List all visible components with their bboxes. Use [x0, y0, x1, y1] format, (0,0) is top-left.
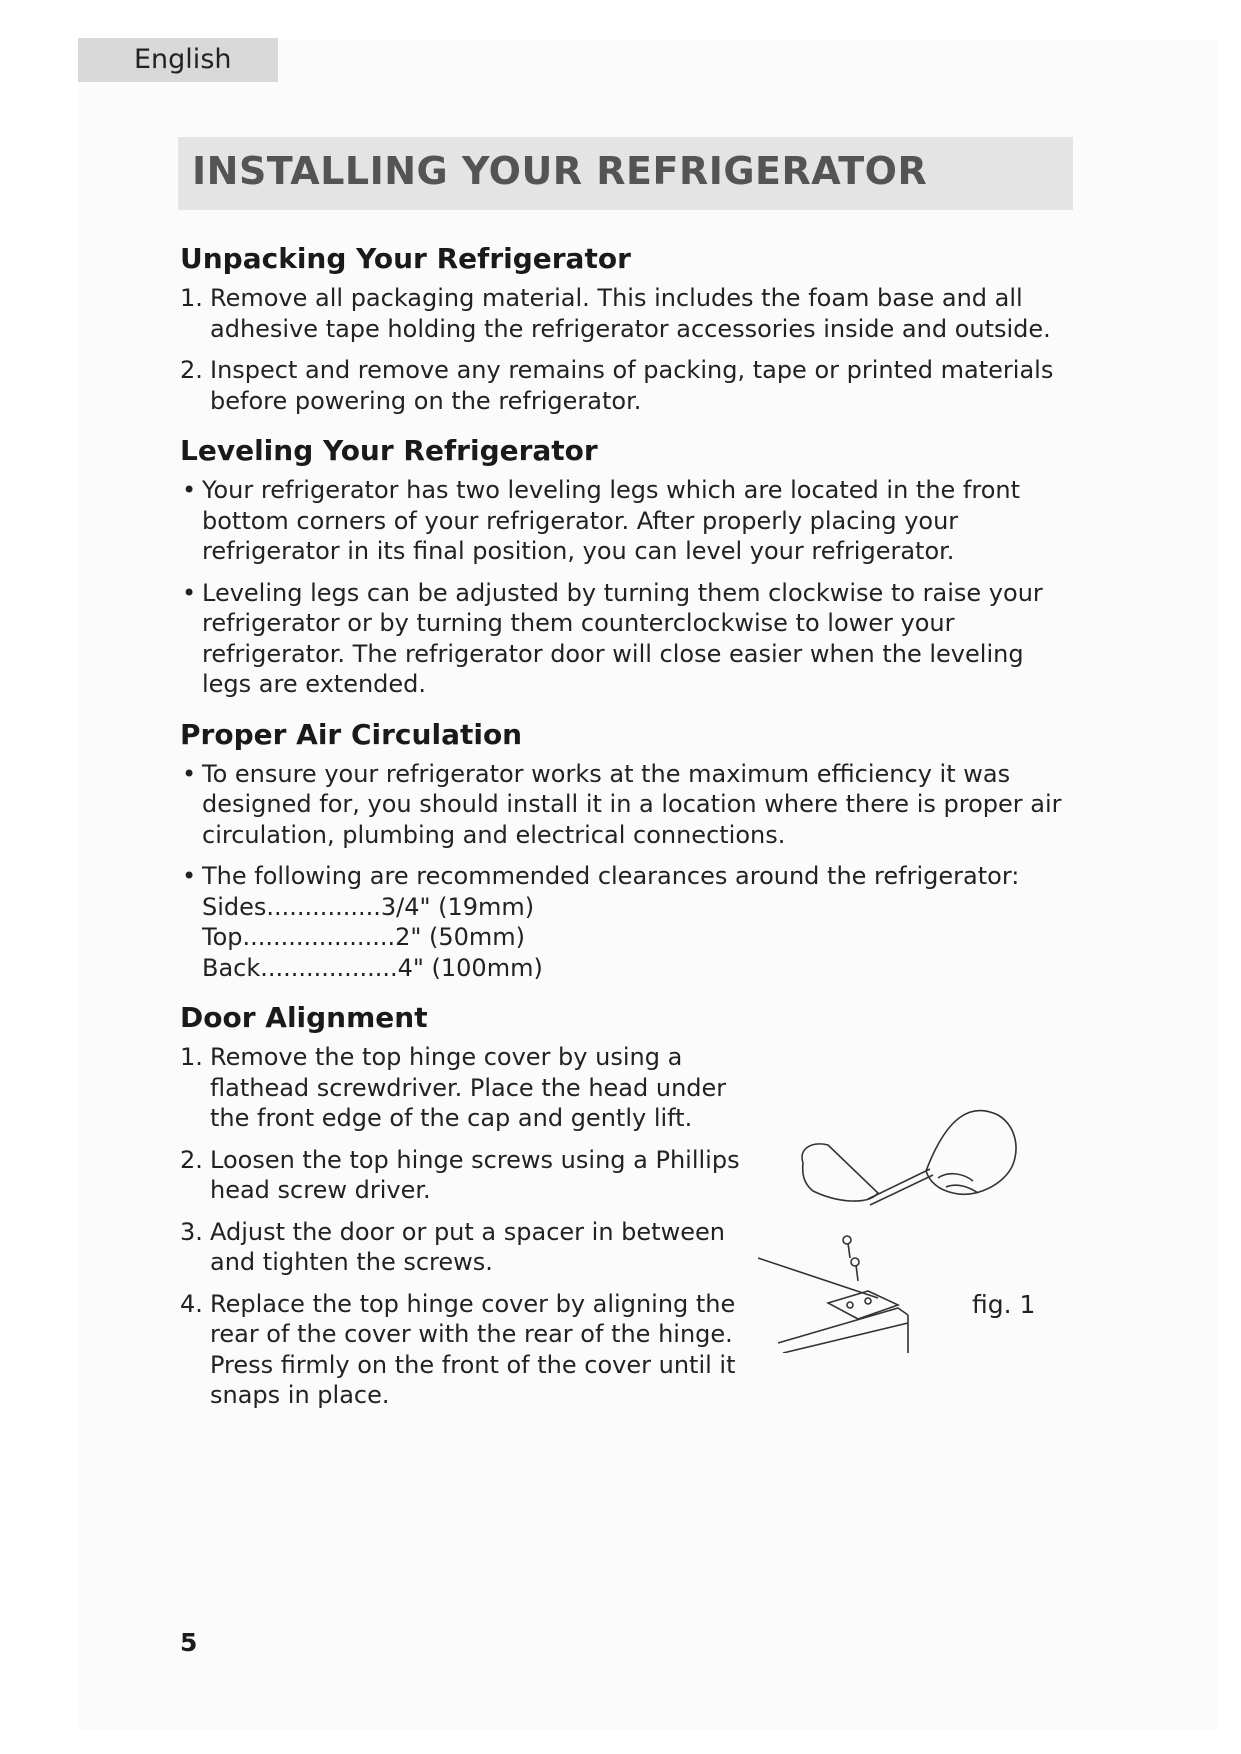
air-circulation-heading: Proper Air Circulation	[180, 717, 523, 751]
unpacking-section	[180, 242, 1075, 416]
leveling-heading: Leveling Your Refrigerator	[180, 434, 598, 467]
screwdriver-shaft	[870, 1175, 933, 1205]
list-item-text: Loosen the top hinge screws using a Phillips head screw driver.	[210, 1145, 740, 1204]
finger-line	[938, 1174, 973, 1181]
list-marker: 3.	[180, 1217, 203, 1246]
list-item	[180, 475, 1075, 567]
list-marker: 4.	[180, 1289, 203, 1318]
list-item-text: To ensure your refrigerator works at the maximum efficiency it was designed for, you should install it in a location where there is proper air circulation, plumbing and electrical connections.	[202, 759, 1062, 849]
bullet-marker: •	[182, 578, 197, 607]
screw-head	[851, 1258, 859, 1266]
page-title: INSTALLING YOUR REFRIGERATOR	[192, 149, 928, 193]
list-item-text: Remove all packaging material. This includes the foam base and all adhesive tape holding the refrigerator accessories inside and outside.	[210, 284, 1051, 343]
main-content	[180, 242, 1075, 1429]
bullet-marker: •	[182, 862, 197, 890]
page-number: 5	[180, 1628, 198, 1657]
leveling-section	[180, 434, 1075, 700]
bullet-marker: •	[182, 476, 197, 504]
clearance-top: Top....................2" (50mm)	[202, 923, 526, 951]
list-item-text: Your refrigerator has two leveling legs which are located in the front bottom corners of your refrigerator. After properly placing your refrigerator in its final position, you can level your refrigerator.	[202, 476, 1021, 565]
list-item-text: The following are recommended clearances around the refrigerator:	[202, 862, 1020, 890]
list-item	[180, 283, 1075, 344]
fridge-top-edge	[758, 1258, 878, 1298]
unpacking-heading: Unpacking Your Refrigerator	[180, 242, 631, 275]
title-bar	[178, 137, 1073, 210]
list-item	[180, 1289, 750, 1411]
list-item-text: Inspect and remove any remains of packing, tape or printed materials before powering on the refrigerator.	[210, 356, 1054, 415]
list-marker: 1.	[180, 284, 203, 312]
list-item	[180, 1217, 750, 1278]
list-item	[180, 578, 1075, 700]
hand-outline	[926, 1111, 1016, 1195]
figure-label: fig. 1	[972, 1290, 1036, 1319]
list-item-text: Replace the top hinge cover by aligning the rear of the cover with the rear of the hinge. Press firmly on the front of the cover until it snaps in place.	[210, 1289, 736, 1409]
list-marker: 2.	[180, 1145, 203, 1174]
screw	[856, 1265, 858, 1281]
hinge-hole	[865, 1298, 871, 1304]
language-tab: English	[78, 38, 278, 82]
list-item	[180, 759, 1075, 851]
list-item	[180, 355, 1075, 416]
list-item	[180, 1145, 750, 1206]
clearance-sides: Sides...............3/4" (19mm)	[202, 892, 535, 921]
list-item	[180, 1042, 750, 1134]
list-item-text: Remove the top hinge cover by using a flathead screwdriver. Place the head under the front edge of the cap and gently lift.	[210, 1043, 727, 1132]
door-alignment-section	[180, 1001, 1075, 1411]
screw-head	[843, 1236, 851, 1244]
hinge-plate	[828, 1291, 898, 1319]
clearance-back: Back..................4" (100mm)	[202, 953, 543, 982]
list-marker: 2.	[180, 356, 203, 384]
hinge-cover	[802, 1144, 878, 1201]
list-item-text: Leveling legs can be adjusted by turning them clockwise to raise your refrigerator or by turning them counterclockwise to lower your refrigerator. The refrigerator door will close easier when the leveling legs are extended.	[202, 578, 1043, 698]
fridge-front-edge	[778, 1308, 908, 1343]
list-item	[180, 861, 1075, 983]
door-alignment-heading: Door Alignment	[180, 1001, 428, 1034]
screw	[848, 1243, 850, 1258]
fridge-front-edge	[783, 1323, 908, 1353]
list-marker: 1.	[180, 1043, 203, 1071]
list-item-text: Adjust the door or put a spacer in between and tighten the screws.	[210, 1217, 725, 1276]
hinge-hole	[847, 1302, 853, 1308]
air-circulation-section	[180, 718, 1075, 984]
bullet-marker: •	[182, 759, 197, 788]
door-steps-list	[180, 1042, 750, 1411]
